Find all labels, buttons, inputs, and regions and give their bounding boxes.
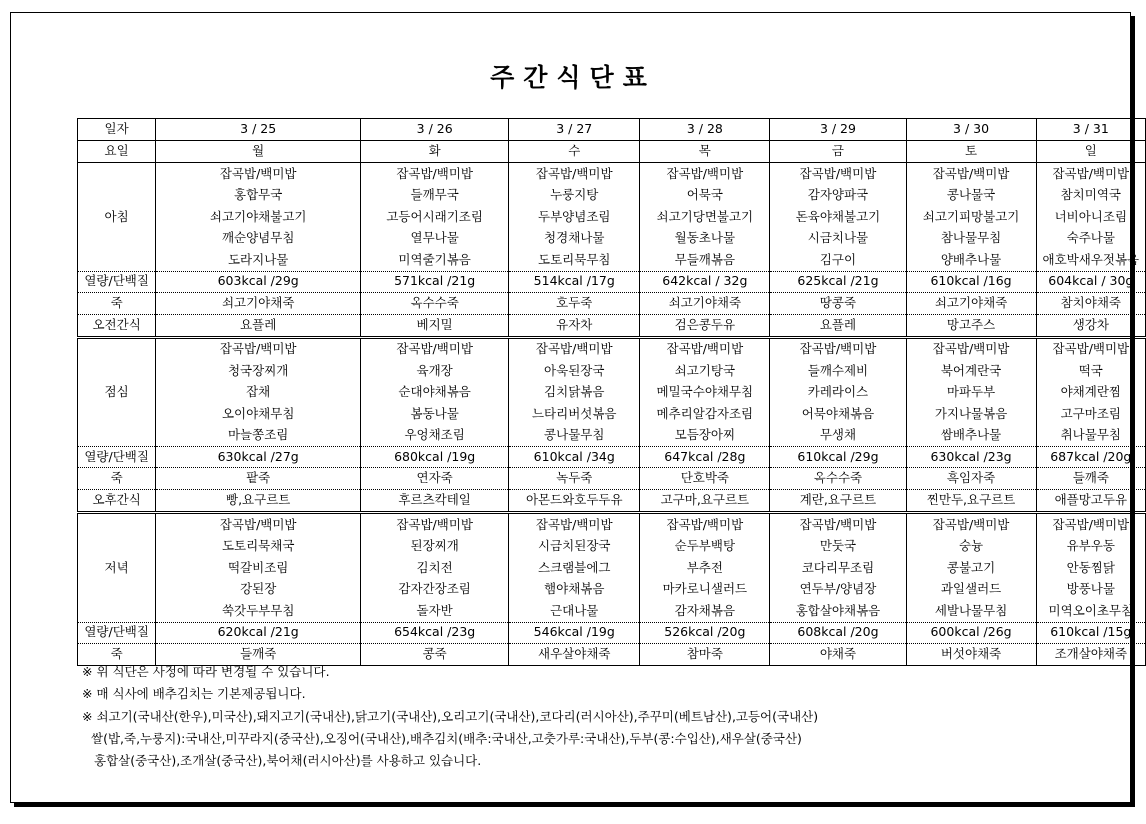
lunch-menu-item: 청국장찌개 <box>156 360 361 382</box>
porridge-cell: 호두죽 <box>509 292 640 314</box>
am-snack-cell: 베지밀 <box>361 314 509 337</box>
dinner-menu-item: 마카로니샐러드 <box>640 579 770 601</box>
kcal-cell: 610kcal /29g <box>770 447 906 468</box>
note-origin-meat: ※ 쇠고기(국내산(한우),미국산),돼지고기(국내산),닭고기(국내산),오리고기(국내산),코다리(러시아산),주꾸미(베트남산),고등어(국내산) <box>82 708 819 724</box>
date-cell: 3 / 27 <box>509 119 640 141</box>
dinner-menu-item: 부추전 <box>640 557 770 579</box>
breakfast-menu-item: 미역줄기볶음 <box>361 249 509 271</box>
dinner-menu-item: 과일샐러드 <box>906 579 1036 601</box>
dinner-menu-item: 미역오이초무침 <box>1036 600 1145 622</box>
weekly-menu-table <box>77 118 1146 666</box>
lunch-menu-item: 쌈배추나물 <box>906 425 1036 447</box>
porridge-label: 죽 <box>78 468 156 490</box>
lunch-menu-item: 순대야채볶음 <box>361 382 509 404</box>
porridge-cell: 참마죽 <box>640 643 770 665</box>
kcal-cell: 514kcal /17g <box>509 271 640 292</box>
porridge-cell: 조개살야채죽 <box>1036 643 1145 665</box>
breakfast-menu-item: 잡곡밥/백미밥 <box>640 163 770 185</box>
lunch-menu-item: 마늘쫑조림 <box>156 425 361 447</box>
lunch-menu-item: 오이야채무침 <box>156 403 361 425</box>
lunch-menu-item: 취나물무침 <box>1036 425 1145 447</box>
porridge-cell: 새우살야채죽 <box>509 643 640 665</box>
kcal-cell: 680kcal /19g <box>361 447 509 468</box>
pm-snack-cell: 찐만두,요구르트 <box>906 490 1036 513</box>
breakfast-menu-item: 잡곡밥/백미밥 <box>156 163 361 185</box>
day-label: 요일 <box>78 141 156 163</box>
breakfast-menu-item: 김구이 <box>770 249 906 271</box>
porridge-cell: 버섯야채죽 <box>906 643 1036 665</box>
am-snack-label: 오전간식 <box>78 314 156 337</box>
breakfast-menu-item: 홍합무국 <box>156 185 361 207</box>
lunch-menu-item: 잡곡밥/백미밥 <box>361 337 509 360</box>
porridge-cell: 들깨죽 <box>1036 468 1145 490</box>
kcal-cell: 610kcal /15g <box>1036 622 1145 643</box>
kcal-cell: 610kcal /34g <box>509 447 640 468</box>
lunch-menu-item: 떡국 <box>1036 360 1145 382</box>
kcal-cell: 630kcal /27g <box>156 447 361 468</box>
dinner-menu-item: 방풍나물 <box>1036 579 1145 601</box>
lunch-menu-item: 콩나물무침 <box>509 425 640 447</box>
lunch-menu-item: 북어계란국 <box>906 360 1036 382</box>
breakfast-menu-item: 숙주나물 <box>1036 228 1145 250</box>
dinner-menu-item: 숭늉 <box>906 536 1036 558</box>
dinner-menu-item: 햄야채볶음 <box>509 579 640 601</box>
pm-snack-cell: 아몬드와호두두유 <box>509 490 640 513</box>
lunch-menu-item: 쇠고기탕국 <box>640 360 770 382</box>
breakfast-menu-item: 쇠고기야채불고기 <box>156 206 361 228</box>
dinner-menu-item: 감자간장조림 <box>361 579 509 601</box>
porridge-cell: 들깨죽 <box>156 643 361 665</box>
dinner-menu-item: 근대나물 <box>509 600 640 622</box>
breakfast-menu-item: 월동초나물 <box>640 228 770 250</box>
dinner-menu-item: 잡곡밥/백미밥 <box>906 513 1036 536</box>
lunch-menu-item: 잡곡밥/백미밥 <box>156 337 361 360</box>
breakfast-menu-item: 잡곡밥/백미밥 <box>906 163 1036 185</box>
breakfast-menu-item: 어묵국 <box>640 185 770 207</box>
breakfast-menu-item: 양배추나물 <box>906 249 1036 271</box>
breakfast-menu-item: 시금치나물 <box>770 228 906 250</box>
dinner-menu-item: 안동찜닭 <box>1036 557 1145 579</box>
kcal-cell: 604kcal / 30g <box>1036 271 1145 292</box>
porridge-label: 죽 <box>78 643 156 665</box>
kcal-cell: 603kcal /29g <box>156 271 361 292</box>
lunch-menu-item: 잡곡밥/백미밥 <box>906 337 1036 360</box>
pm-snack-cell: 계란,요구르트 <box>770 490 906 513</box>
lunch-menu-item: 가지나물볶음 <box>906 403 1036 425</box>
breakfast-menu-item: 들깨무국 <box>361 185 509 207</box>
pm-snack-cell: 빵,요구르트 <box>156 490 361 513</box>
porridge-label: 죽 <box>78 292 156 314</box>
breakfast-menu-item: 애호박새우젓볶음 <box>1036 249 1145 271</box>
breakfast-menu-item: 잡곡밥/백미밥 <box>361 163 509 185</box>
breakfast-menu-item: 너비아니조림 <box>1036 206 1145 228</box>
dinner-menu-item: 세발나물무침 <box>906 600 1036 622</box>
lunch-menu-item: 우엉채조림 <box>361 425 509 447</box>
kcal-cell: 600kcal /26g <box>906 622 1036 643</box>
kcal-cell: 625kcal /21g <box>770 271 906 292</box>
breakfast-menu-item: 청경채나물 <box>509 228 640 250</box>
notes <box>82 661 818 772</box>
lunch-menu-item: 메밀국수야채무침 <box>640 382 770 404</box>
lunch-menu-item: 잡곡밥/백미밥 <box>640 337 770 360</box>
breakfast-menu-item: 쇠고기당면불고기 <box>640 206 770 228</box>
dinner-menu-item: 잡곡밥/백미밥 <box>640 513 770 536</box>
date-cell: 3 / 31 <box>1036 119 1145 141</box>
lunch-menu-item: 잡곡밥/백미밥 <box>770 337 906 360</box>
breakfast-menu-item: 두부양념조림 <box>509 206 640 228</box>
lunch-menu-item: 김치닭볶음 <box>509 382 640 404</box>
am-snack-cell: 요플레 <box>156 314 361 337</box>
lunch-menu-item: 야채계란찜 <box>1036 382 1145 404</box>
porridge-cell: 옥수수죽 <box>770 468 906 490</box>
porridge-cell: 쇠고기야채죽 <box>640 292 770 314</box>
porridge-cell: 연자죽 <box>361 468 509 490</box>
dinner-menu-item: 만둣국 <box>770 536 906 558</box>
pm-snack-cell: 후르츠칵테일 <box>361 490 509 513</box>
breakfast-label: 아침 <box>78 163 156 272</box>
kcal-cell: 647kcal /28g <box>640 447 770 468</box>
lunch-menu-item: 잡곡밥/백미밥 <box>1036 337 1145 360</box>
dinner-menu-item: 잡곡밥/백미밥 <box>361 513 509 536</box>
dinner-menu-item: 콩불고기 <box>906 557 1036 579</box>
lunch-menu-item: 카레라이스 <box>770 382 906 404</box>
am-snack-cell: 생강차 <box>1036 314 1145 337</box>
breakfast-menu-item: 깨순양념무침 <box>156 228 361 250</box>
date-cell: 3 / 25 <box>156 119 361 141</box>
kcal-label: 열량/단백질 <box>78 271 156 292</box>
day-cell: 토 <box>906 141 1036 163</box>
breakfast-menu-item: 도토리묵무침 <box>509 249 640 271</box>
dinner-menu-item: 돌자반 <box>361 600 509 622</box>
dinner-menu-item: 홍합살야채볶음 <box>770 600 906 622</box>
lunch-menu-item: 아욱된장국 <box>509 360 640 382</box>
porridge-cell: 녹두죽 <box>509 468 640 490</box>
porridge-cell: 단호박죽 <box>640 468 770 490</box>
am-snack-cell: 검은콩두유 <box>640 314 770 337</box>
dinner-menu-item: 강된장 <box>156 579 361 601</box>
lunch-menu-item: 고구마조림 <box>1036 403 1145 425</box>
date-label: 일자 <box>78 119 156 141</box>
pm-snack-label: 오후간식 <box>78 490 156 513</box>
kcal-cell: 654kcal /23g <box>361 622 509 643</box>
breakfast-menu-item: 감자양파국 <box>770 185 906 207</box>
breakfast-menu-item: 쇠고기피망불고기 <box>906 206 1036 228</box>
breakfast-menu-item: 잡곡밥/백미밥 <box>509 163 640 185</box>
note-change: ※ 위 식단은 사정에 따라 변경될 수 있습니다. <box>82 664 330 679</box>
lunch-menu-item: 육개장 <box>361 360 509 382</box>
dinner-menu-item: 잡곡밥/백미밥 <box>1036 513 1145 536</box>
breakfast-menu-item: 돈육야채불고기 <box>770 206 906 228</box>
breakfast-menu-item: 콩나물국 <box>906 185 1036 207</box>
breakfast-menu-item: 고등어시래기조림 <box>361 206 509 228</box>
day-cell: 수 <box>509 141 640 163</box>
dinner-menu-item: 도토리묵채국 <box>156 536 361 558</box>
page-title: 주간식단표 <box>490 63 656 92</box>
kcal-cell: 687kcal /20g <box>1036 447 1145 468</box>
dinner-menu-item: 쑥갓두부무침 <box>156 600 361 622</box>
date-cell: 3 / 29 <box>770 119 906 141</box>
am-snack-cell: 망고주스 <box>906 314 1036 337</box>
kcal-label: 열량/단백질 <box>78 447 156 468</box>
day-cell: 월 <box>156 141 361 163</box>
breakfast-menu-item: 무들깨볶음 <box>640 249 770 271</box>
pm-snack-cell: 고구마,요구르트 <box>640 490 770 513</box>
pm-snack-cell: 애플망고두유 <box>1036 490 1145 513</box>
kcal-cell: 571kcal /21g <box>361 271 509 292</box>
kcal-cell: 608kcal /20g <box>770 622 906 643</box>
porridge-cell: 쇠고기야채죽 <box>906 292 1036 314</box>
dinner-menu-item: 순두부백탕 <box>640 536 770 558</box>
lunch-label: 점심 <box>78 337 156 447</box>
kcal-label: 열량/단백질 <box>78 622 156 643</box>
porridge-cell: 쇠고기야채죽 <box>156 292 361 314</box>
dinner-menu-item: 된장찌개 <box>361 536 509 558</box>
breakfast-menu-item: 참나물무침 <box>906 228 1036 250</box>
lunch-menu-item: 어묵야채볶음 <box>770 403 906 425</box>
dinner-menu-item: 스크램블에그 <box>509 557 640 579</box>
kcal-cell: 546kcal /19g <box>509 622 640 643</box>
lunch-menu-item: 잡곡밥/백미밥 <box>509 337 640 360</box>
dinner-menu-item: 연두부/양념장 <box>770 579 906 601</box>
kcal-cell: 610kcal /16g <box>906 271 1036 292</box>
lunch-menu-item: 마파두부 <box>906 382 1036 404</box>
lunch-menu-item: 메추리알감자조림 <box>640 403 770 425</box>
dinner-menu-item: 감자채볶음 <box>640 600 770 622</box>
day-cell: 목 <box>640 141 770 163</box>
dinner-menu-item: 잡곡밥/백미밥 <box>156 513 361 536</box>
kcal-cell: 630kcal /23g <box>906 447 1036 468</box>
kcal-cell: 620kcal /21g <box>156 622 361 643</box>
breakfast-menu-item: 도라지나물 <box>156 249 361 271</box>
porridge-cell: 콩죽 <box>361 643 509 665</box>
dinner-menu-item: 코다리무조림 <box>770 557 906 579</box>
day-cell: 금 <box>770 141 906 163</box>
breakfast-menu-item: 잡곡밥/백미밥 <box>770 163 906 185</box>
porridge-cell: 야채죽 <box>770 643 906 665</box>
dinner-menu-item: 시금치된장국 <box>509 536 640 558</box>
lunch-menu-item: 무생채 <box>770 425 906 447</box>
am-snack-cell: 요플레 <box>770 314 906 337</box>
lunch-menu-item: 봄동나물 <box>361 403 509 425</box>
day-cell: 화 <box>361 141 509 163</box>
porridge-cell: 팥죽 <box>156 468 361 490</box>
porridge-cell: 땅콩죽 <box>770 292 906 314</box>
lunch-menu-item: 느타리버섯볶음 <box>509 403 640 425</box>
lunch-menu-item: 들깨수제비 <box>770 360 906 382</box>
dinner-label: 저녁 <box>78 513 156 623</box>
lunch-menu-item: 모듬장아찌 <box>640 425 770 447</box>
breakfast-menu-item: 참치미역국 <box>1036 185 1145 207</box>
dinner-menu-item: 잡곡밥/백미밥 <box>509 513 640 536</box>
dinner-menu-item: 잡곡밥/백미밥 <box>770 513 906 536</box>
date-cell: 3 / 30 <box>906 119 1036 141</box>
porridge-cell: 참치야채죽 <box>1036 292 1145 314</box>
date-cell: 3 / 28 <box>640 119 770 141</box>
note-origin-seafood: 홍합살(중국산),조개살(중국산),북어채(러시아산)를 사용하고 있습니다. <box>94 753 482 769</box>
dinner-menu-item: 김치전 <box>361 557 509 579</box>
dinner-menu-item: 유부우동 <box>1036 536 1145 558</box>
date-cell: 3 / 26 <box>361 119 509 141</box>
am-snack-cell: 유자차 <box>509 314 640 337</box>
porridge-cell: 옥수수죽 <box>361 292 509 314</box>
note-origin-rice: 쌀(밥,죽,누룽지):국내산,미꾸라지(중국산),오징어(국내산),배추김치(배추:국내산,고춧가루:국내산),두부(콩:수입산),새우살(중국산) <box>91 730 802 746</box>
day-cell: 일 <box>1036 141 1145 163</box>
kcal-cell: 526kcal /20g <box>640 622 770 643</box>
kcal-cell: 642kcal / 32g <box>640 271 770 292</box>
lunch-menu-item: 잡채 <box>156 382 361 404</box>
porridge-cell: 흑임자죽 <box>906 468 1036 490</box>
breakfast-menu-item: 누룽지탕 <box>509 185 640 207</box>
breakfast-menu-item: 열무나물 <box>361 228 509 250</box>
note-kimchi: ※ 매 식사에 배추김치는 기본제공됩니다. <box>82 686 306 702</box>
dinner-menu-item: 떡갈비조림 <box>156 557 361 579</box>
breakfast-menu-item: 잡곡밥/백미밥 <box>1036 163 1145 185</box>
